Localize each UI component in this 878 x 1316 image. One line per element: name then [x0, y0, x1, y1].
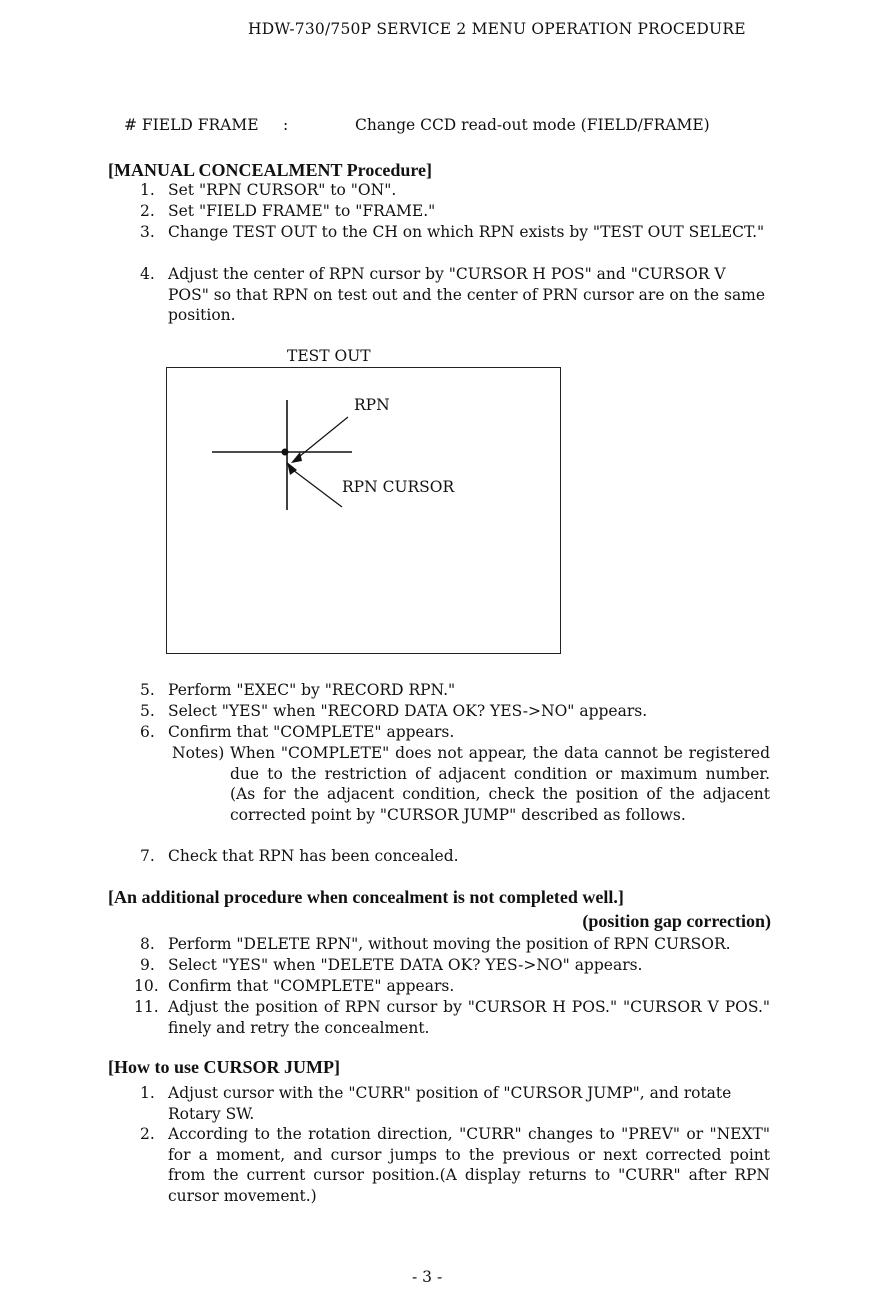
step-number: 5. [140, 702, 155, 720]
rpn-arrowhead [291, 452, 302, 463]
step-text: According to the rotation direction, "CURR" changes to "PREV" or "NEXT" for a moment, and cursor jumps to the previous or next corrected point from the current cursor position.(A display returns to "CURR" after RPN cursor movement.) [168, 1125, 770, 1205]
step-number: 1. [140, 181, 155, 199]
step-number: 10. [134, 977, 159, 995]
cursor-leader-line [293, 470, 342, 507]
step-text: Confirm that "COMPLETE" appears. [168, 723, 455, 741]
step-number: 3. [140, 223, 155, 241]
notes-text [230, 743, 770, 825]
rpn-label: RPN [354, 396, 390, 414]
step-number: 1. [140, 1084, 155, 1102]
step-number: 9. [140, 956, 155, 974]
jump-heading: [How to use CURSOR JUMP] [108, 1057, 340, 1077]
cursor-center-dot [282, 449, 289, 456]
rpn-cursor-label: RPN CURSOR [342, 478, 455, 496]
step-text: Adjust the position of RPN cursor by "CURSOR H POS." "CURSOR V POS." finely and retry the concealment. [168, 998, 770, 1037]
step-text: Perform "EXEC" by "RECORD RPN." [168, 681, 456, 699]
step-text: Adjust the center of RPN cursor by "CURSOR H POS" and "CURSOR V POS" so that RPN on test out and the center of PRN cursor are on the same position. [168, 265, 766, 324]
cursor-arrowhead [287, 462, 297, 475]
additional-subheading: (position gap correction) [582, 911, 771, 931]
step-text: Check that RPN has been concealed. [168, 847, 459, 865]
step-text: Confirm that "COMPLETE" appears. [168, 977, 455, 995]
step-number: 7. [140, 847, 155, 865]
step-text: Select "YES" when "DELETE DATA OK? YES->NO" appears. [168, 956, 643, 974]
step-number: 2. [140, 1125, 155, 1143]
additional-heading: [An additional procedure when concealment is not completed well.] [108, 887, 624, 907]
step-text: Adjust cursor with the "CURR" position of "CURSOR JUMP", and rotate Rotary SW. [168, 1084, 732, 1123]
step-number: 5. [140, 681, 155, 699]
manual-heading: [MANUAL CONCEALMENT Procedure] [108, 160, 432, 180]
field-frame-key: # FIELD FRAME [124, 116, 259, 134]
step-text: Select "YES" when "RECORD DATA OK? YES->NO" appears. [168, 702, 648, 720]
step-number: 4. [140, 265, 155, 283]
rpn-leader-line [300, 417, 348, 456]
step-number: 2. [140, 202, 155, 220]
step-text: Set "FIELD FRAME" to "FRAME." [168, 202, 436, 220]
step-number: 8. [140, 935, 155, 953]
page-number: - 3 - [412, 1268, 443, 1286]
notes-label: Notes) [172, 744, 225, 762]
page-header: HDW-730/750P SERVICE 2 MENU OPERATION PROCEDURE [248, 20, 746, 38]
field-frame-colon: : [283, 116, 289, 134]
notes-body: When "COMPLETE" does not appear, the data cannot be registered due to the restriction of adjacent condition or maximum number. (As for the adjacent condition, check the position of the adjacent corrected point by "CURSOR JUMP" described as follows. [230, 744, 770, 824]
figure-title: TEST OUT [287, 347, 371, 365]
step-number: 11. [134, 998, 159, 1016]
field-frame-value: Change CCD read-out mode (FIELD/FRAME) [355, 116, 710, 134]
step-number: 6. [140, 723, 155, 741]
step-text: Set "RPN CURSOR" to "ON". [168, 181, 397, 199]
step-text: Change TEST OUT to the CH on which RPN exists by "TEST OUT SELECT." [168, 223, 765, 241]
step-text: Perform "DELETE RPN", without moving the position of RPN CURSOR. [168, 935, 731, 953]
